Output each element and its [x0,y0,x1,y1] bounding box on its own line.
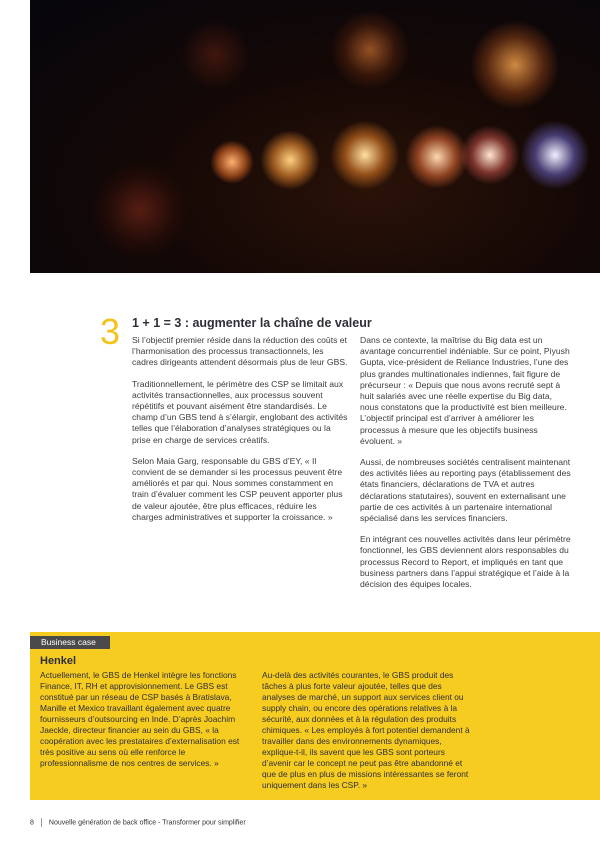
paragraph: Traditionnellement, le périmètre des CSP se limitait aux activités transactionnelles, aux processus souvent répétitifs et pouvant aisément être standardisés. Le champ d’un GBS tend à s’élargir, englobant des activités telles que l’élaboration d’analyses stratégiques ou la prise en charge de services créatifs. [132,378,348,445]
footer-divider [41,818,42,827]
paragraph: Dans ce contexte, la maîtrise du Big data est un avantage concurrentiel indéniable. Sur ce point, Piyush Gupta, vice-président de Reliance Industries, l’une des plus grandes multinationales indiennes, fait figure de précurseur : « Depuis que nous avons recruté sept à huit salariés avec une réelle expertise du Big data, nous constatons que la productivité est bien meilleure. L’objectif principal est d’arriver à améliorer les processus à mesure que les objectifs business évoluent. » [360,335,570,446]
page-number: 8 [30,819,34,827]
section-number: 3 [100,311,121,352]
paragraph: En intégrant ces nouvelles activités dans leur périmètre fonctionnel, les GBS deviennent alors responsables du processus Record to Report, et impliqués en tant que business partners dans l’appui stratégique et l’aide à la décision des équipes locales. [360,534,571,590]
business-case-title: Henkel [40,655,77,667]
paragraph: Si l’objectif premier réside dans la réduction des coûts et l’harmonisation des processus transactionnels, les cadres dirigeants attendent désormais plus de leur GBS. [132,335,348,368]
body-column-left [132,335,348,533]
footer-title: Nouvelle génération de back office - Transformer pour simplifier [48,819,246,827]
body-column-right [360,335,572,600]
paragraph: Aussi, de nombreuses sociétés centralisent maintenant des activités liées au reporting pays (établissement des états financiers, déclarations de TVA et autres déclarations statutaires), souvent en externalisant une partie de ces activités à un partenaire international spécialisé dans les services financiers. [360,457,571,524]
business-case-left-text: Actuellement, le GBS de Henkel intègre les fonctions Finance, IT, RH et approvisionnement. Le GBS est constitué par un réseau de CSP basés à Bratislava, Manille et Mexico travaillant également avec quatre fournisseurs d’outsourcing en Inde. D’après Joachim Jaeckle, directeur financier au sein du GBS, « la coopération avec les prestataires d’externalisation est très positive au sens où elle renforce le professionnalisme de nos centres de services. » [40,670,240,768]
hero-photo-bokeh-lights [30,0,600,273]
business-case-right-text: Au-delà des activités courantes, le GBS produit des tâches à plus forte valeur ajoutée, telles que des analyses de marché, un support aux services client ou supply chain, ou encore des opérations relatives à la sécurité, aux données et à la régulation des produits chimiques. « Les employés à fort potentiel demandent à travailler dans des environnements dynamiques, explique-t-il, ils savent que les GBS sont porteurs d’avenir car le concept ne peut pas être abandonné et que de plus en plus de missions intéressantes se feront uniquement dans les CSP. » [262,670,470,790]
page-footer [30,818,246,827]
paragraph: Selon Maia Garg, responsable du GBS d’EY, « Il convient de se demander si les processus peuvent être améliorés et par qui. Nous sommes constamment en train d’évaluer comment les CSP peuvent apporter plus de valeur ajoutée, être plus efficaces, réduire les charges administratives et supporter la croissance. » [132,455,343,522]
section-title: 1 + 1 = 3 : augmenter la chaîne de valeur [132,316,372,330]
business-case-tag: Business case [30,636,110,649]
